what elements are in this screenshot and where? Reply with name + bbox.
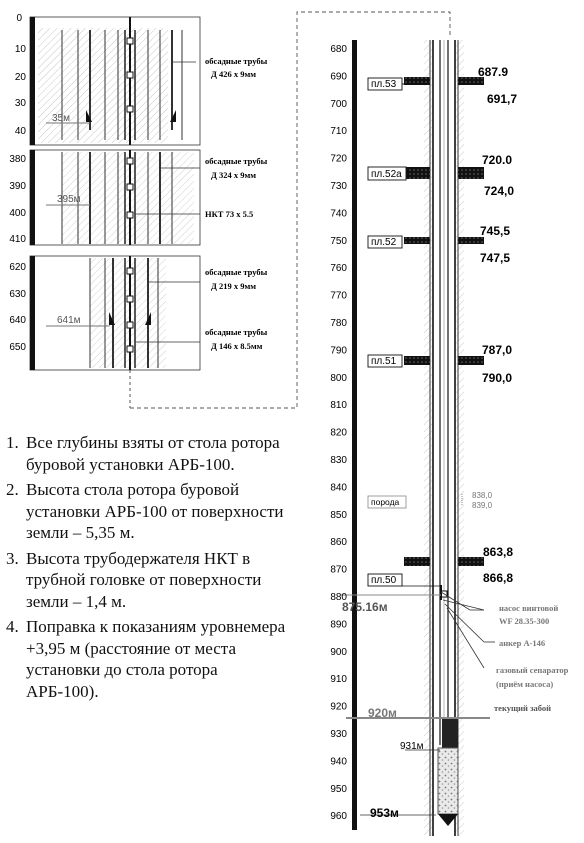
tick-label: 630 (9, 289, 26, 300)
layer-top: 687.9 (478, 65, 509, 79)
tick-label: 650 (9, 342, 26, 353)
note-text: Все глубины взяты от стола ротора буровой установки АРБ-100. (26, 433, 280, 474)
pump-label: насос винтовой (499, 603, 559, 613)
callout-casing-426: обсадные трубы (205, 56, 268, 66)
pump-depth: 875.16м (342, 600, 388, 614)
layer-bottom: 747,5 (480, 251, 511, 265)
layer-top: 720.0 (482, 153, 513, 167)
tick-label: 640 (9, 315, 26, 326)
callout-casing-324: обсадные трубы (205, 156, 268, 166)
main-tick-label: 680 (330, 44, 347, 55)
layer-top: 745,5 (480, 224, 511, 238)
callout-casing-219: обсадные трубы (205, 267, 268, 277)
tick-label: 20 (14, 72, 26, 83)
layer-name: пл.51 (371, 356, 397, 367)
main-tick-label: 950 (330, 783, 347, 795)
tick-label: 0 (16, 13, 22, 24)
tick-label: 30 (14, 98, 26, 109)
main-tick-label: 880 (330, 592, 347, 603)
layer-bottom: 866,8 (483, 571, 514, 585)
callout-casing-426-size: Д 426 х 9мм (211, 69, 257, 79)
note-text: Высота стола ротора буровой установки АРБ-100 от поверхности земли – 5,35 м. (26, 480, 284, 542)
main-tick-label: 840 (330, 482, 347, 494)
main-tick-label: 830 (330, 455, 347, 466)
main-tick-label: 940 (330, 756, 347, 768)
separator-label: газовый сепаратор (496, 665, 569, 675)
callout-casing-146-size: Д 146 х 8.5мм (211, 341, 263, 351)
callout-casing-146: обсадные трубы (205, 327, 268, 337)
layer-name: пл.52 (371, 237, 397, 248)
main-tick-label: 730 (330, 181, 347, 192)
separator-sub: (приём насоса) (496, 679, 554, 689)
anchor-label: анкер А-146 (499, 638, 546, 648)
layer-top: 863,8 (483, 545, 514, 559)
main-tick-label: 850 (330, 509, 347, 521)
layer-name: пл.53 (371, 79, 397, 90)
tick-label: 380 (9, 154, 26, 165)
note-number: 4. (6, 617, 19, 636)
detail-panel-top (30, 17, 200, 145)
tick-label: 40 (14, 126, 26, 137)
bottom-depth: 953м (370, 806, 399, 820)
main-tick-label: 870 (330, 564, 347, 576)
main-tick-label: 790 (330, 345, 347, 357)
detail-panel-bottom (30, 256, 200, 408)
main-tick-label: 920 (330, 701, 347, 713)
main-tick-label: 710 (330, 126, 347, 138)
main-tick-label: 960 (330, 811, 347, 823)
layer-bottom: 724,0 (484, 184, 515, 198)
main-tick-label: 750 (330, 235, 347, 247)
note-text: Поправка к показаниям уровнемера +3,95 м (расстояние от места установки до стола ротора АРБ-100). (26, 617, 286, 701)
pump-model: WF 28.35-300 (499, 616, 550, 626)
note-item (6, 479, 294, 544)
tick-label: 410 (9, 234, 26, 245)
main-tick-label: 740 (330, 208, 347, 220)
main-tick-label: 860 (330, 537, 347, 549)
main-tick-label: 810 (330, 400, 347, 412)
note-item (6, 616, 294, 702)
sump-depth: 931м (400, 741, 424, 752)
main-tick-label: 720 (330, 153, 347, 165)
main-tick-label: 900 (330, 646, 347, 658)
note-number: 1. (6, 433, 19, 452)
main-tick-label: 690 (330, 71, 347, 83)
note-item (6, 548, 294, 613)
tick-label: 400 (9, 208, 26, 219)
note-number: 3. (6, 548, 19, 568)
depth-marks (340, 595, 490, 820)
note-number: 2. (6, 480, 19, 499)
layer-top: 787,0 (482, 343, 513, 357)
callout-casing-219-size: Д 219 х 9мм (211, 281, 257, 291)
tick-label: 620 (9, 262, 26, 273)
note-text: Высота трубодержателя НКТ в трубной головке от поверхности земли – 1,4 м. (26, 548, 262, 611)
main-tick-label: 890 (330, 619, 347, 631)
main-tick-label: 800 (330, 372, 347, 384)
depth-marker-395: 395м (57, 194, 81, 205)
main-tick-label: 780 (330, 318, 347, 329)
layer-name: пл.50 (371, 575, 397, 586)
main-depth-scale (330, 44, 347, 822)
face-depth: 920м (368, 706, 397, 720)
callout-casing-324-size: Д 324 х 9мм (211, 170, 257, 180)
note-item (6, 432, 294, 475)
depth-marker-35: 35м (52, 113, 70, 124)
main-tick-label: 820 (330, 427, 347, 439)
depth-marker-641: 641м (57, 315, 81, 326)
layer-name: пл.52а (371, 169, 402, 180)
layer-bottom: 691,7 (487, 92, 518, 106)
rock-top: 838,0 (472, 491, 493, 500)
main-tick-label: 910 (330, 674, 347, 686)
current-face-label: текущий забой (494, 703, 552, 713)
notes-list (6, 432, 294, 706)
tick-label: 390 (9, 181, 26, 192)
main-tick-label: 760 (330, 263, 347, 275)
main-tick-label: 770 (330, 290, 347, 302)
rock-bottom: 839,0 (472, 501, 493, 510)
callout-tubing: НКТ 73 х 5.5 (205, 209, 254, 219)
main-tick-label: 700 (330, 98, 347, 110)
tick-label: 10 (14, 44, 26, 55)
main-tick-label: 930 (330, 729, 347, 740)
detail-panel-mid (30, 150, 200, 245)
layer-bottom: 790,0 (482, 371, 513, 385)
rock-label: порода (371, 497, 400, 507)
